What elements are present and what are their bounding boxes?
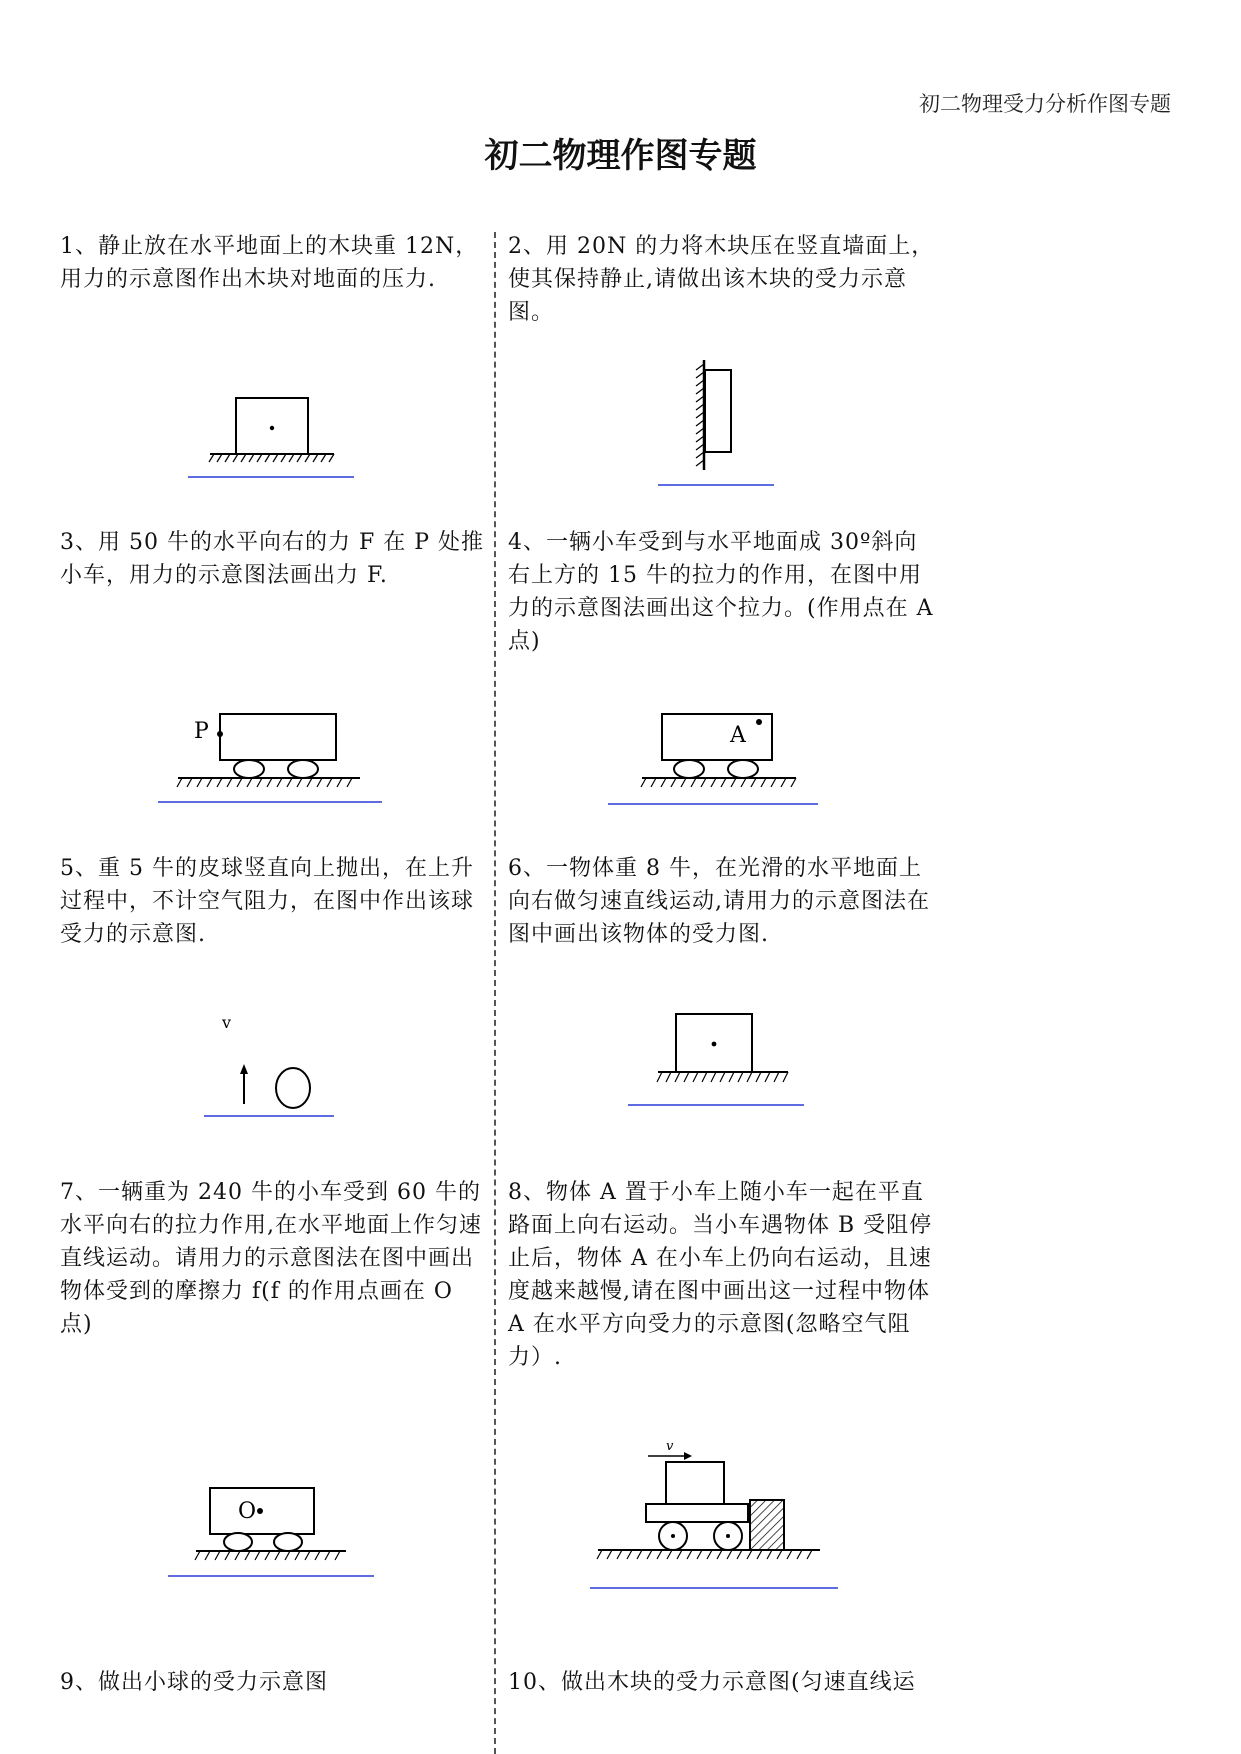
figure-3 (156, 700, 396, 810)
question-9: 9、做出小球的受力示意图 (60, 1670, 328, 1695)
figure-1 (186, 388, 366, 488)
figure-4-label-a: A (730, 723, 746, 748)
question-1: 1、静止放在水平地面上的木块重 12N，用力的示意图作出木块对地面的压力. (60, 234, 479, 292)
question-3: 3、用 50 牛的水平向右的力 F 在 P 处推小车，用力的示意图法画出力 F. (60, 530, 485, 588)
figure-8-label-v: v (666, 1440, 674, 1454)
figure-5-label-v: v (222, 1013, 232, 1032)
question-5: 5、重 5 牛的皮球竖直向上抛出，在上升过程中，不计空气阻力，在图中作出该球受力的示意图. (60, 856, 475, 947)
question-10: 10、做出木块的受力示意图(匀速直线运 (508, 1670, 916, 1695)
question-7: 7、一辆重为 240 牛的小车受到 60 牛的水平向右的拉力作用,在水平地面上作匀速直线运动。请用力的示意图法在图中画出物体受到的摩擦力 f(f 的作用点画在 O 点) (60, 1180, 482, 1337)
figure-7 (164, 1480, 384, 1592)
question-6: 6、一物体重 8 牛，在光滑的水平地面上向右做匀速直线运动,请用力的示意图法在图中画出该物体的受力图. (508, 856, 930, 947)
figure-6 (624, 1004, 814, 1110)
header-right: 初二物理受力分析作图专题 (919, 92, 1171, 116)
column-divider (494, 232, 496, 1754)
figure-7-label-o: O (238, 1499, 257, 1524)
figure-8 (588, 1440, 848, 1605)
page-title: 初二物理作图专题 (484, 136, 757, 176)
question-8: 8、物体 A 置于小车上随小车一起在平直路面上向右运动。当小车遇物体 B 受阻停止后，物体 A 在小车上仍向右运动，且速度越来越慢,请在图中画出这一过程中物体 A 在水平方向受力的示意图(忽略空气阻力）. (508, 1180, 933, 1370)
figure-2 (656, 356, 786, 492)
question-4: 4、一辆小车受到与水平地面成 30º斜向右上方的 15 牛的拉力的作用，在图中用力的示意图法画出这个拉力。(作用点在 A 点) (508, 530, 934, 654)
figure-4 (606, 700, 836, 812)
figure-5 (200, 1010, 350, 1130)
question-2: 2、用 20N 的力将木块压在竖直墙面上，使其保持静止,请做出该木块的受力示意图。 (508, 234, 935, 325)
figure-3-label-p: P (194, 719, 209, 744)
